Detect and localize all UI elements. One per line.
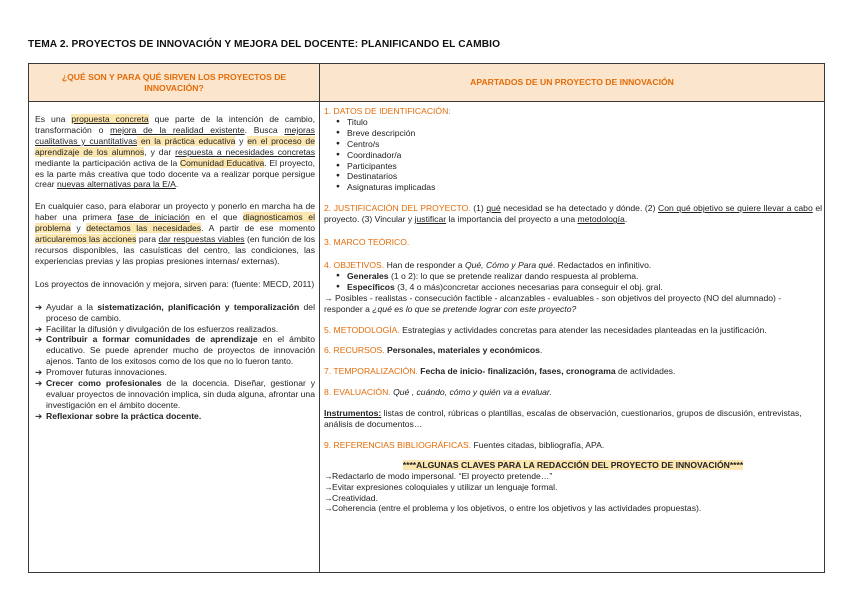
text-run: . A partir de ese momento — [201, 223, 315, 234]
text-run: dar respuestas viables — [158, 234, 245, 245]
text-run: respuesta a necesidades concretas — [175, 146, 315, 157]
text-run: Estrategias y actividades concretas para atender las necesidades planteadas en la justificación. — [399, 324, 767, 335]
text-run: Fuentes citadas, bibliografía, APA. — [471, 439, 605, 450]
text-run: mejoras cualitativas y cuantitativas — [35, 124, 315, 146]
arrow-icon: ➔ — [35, 410, 43, 421]
objective-item — [336, 271, 822, 282]
section-objectives — [324, 260, 822, 271]
arrow-icon: → — [324, 470, 333, 481]
section-evaluation — [324, 387, 822, 398]
arrow-icon: ➔ — [35, 301, 43, 312]
text-run: Fecha de inicio- finalización, fases, cronograma — [417, 366, 616, 377]
purpose-text — [46, 302, 315, 323]
text-run: de la docencia. Diseñar, gestionar y evaluar proyectos de innovación implica, sin duda alguna, afrontar una investigación en el ámbito docente. — [46, 378, 315, 410]
text-run: Es una — [35, 114, 72, 124]
text-run: . Redactados en infinitivo. — [552, 259, 652, 270]
purpose-item — [35, 302, 315, 324]
text-run: justificar — [414, 214, 447, 225]
purpose-text — [46, 378, 315, 410]
writing-key-text: Evitar expresiones coloquiales y utilizar un lenguaje formal. — [332, 481, 558, 492]
text-run: (1) — [470, 203, 487, 214]
left-column — [35, 114, 315, 422]
text-run: necesidad se ha detectado y dónde. (2) — [500, 203, 659, 214]
section-methodology — [324, 325, 822, 336]
text-run: en la práctica educativa — [137, 135, 236, 146]
text-run: detectamos las necesidades — [86, 223, 202, 234]
right-column — [324, 106, 822, 514]
purpose-intro: Los proyectos de innovación y mejora, sirven para: (fuente: MECD, 2011) — [35, 278, 315, 289]
evaluation-instruments — [324, 408, 822, 430]
text-run: . — [539, 345, 543, 356]
document-title: TEMA 2. PROYECTOS DE INNOVACIÓN Y MEJORA DEL DOCENTE: PLANIFICANDO EL CAMBIO — [28, 39, 501, 50]
text-run: Personales, materiales y económicos — [384, 345, 540, 356]
arrow-icon: ➔ — [35, 334, 43, 345]
text-run: del proceso de cambio. — [46, 301, 315, 323]
identification-item: ● Participantes — [336, 161, 822, 172]
intro-paragraph — [35, 114, 315, 190]
purpose-text — [46, 334, 315, 366]
text-run: 2. JUSTIFICACIÓN DEL PROYECTO. — [324, 203, 471, 214]
text-run: Qué , cuándo, cómo y quién va a evaluar. — [390, 387, 552, 398]
process-paragraph — [35, 201, 315, 266]
text-run: 6. RECURSOS. — [324, 345, 385, 356]
arrow-icon: ➔ — [35, 378, 43, 389]
text-run: Generales — [347, 270, 389, 281]
objective-item — [336, 282, 822, 293]
text-run: Han de responder a — [384, 259, 465, 270]
text-run: sistematización, planificación y temporalización — [97, 301, 300, 312]
section-schedule — [324, 366, 822, 377]
text-run: que parte de la intención de cambio, transformación o — [35, 114, 316, 135]
text-run: 4. OBJETIVOS. — [324, 259, 385, 270]
section-justification — [324, 203, 822, 225]
identification-item: ● Asignaturas implicadas — [336, 182, 822, 193]
text-run: mejora de la realidad existente — [110, 124, 245, 135]
purpose-list — [35, 302, 315, 422]
identification-item: ● Titulo — [336, 117, 822, 128]
text-run: , y dar — [144, 146, 176, 157]
text-run: . Busca — [244, 124, 285, 135]
text-run: En cualquier caso, para elaborar un proyecto y ponerlo en marcha ha de haber una primera — [35, 201, 315, 223]
purpose-item — [35, 367, 315, 378]
content-table — [28, 63, 825, 573]
text-run: Qué, Cómo y Para qué — [464, 259, 553, 270]
text-run: 8. EVALUACIÓN. — [324, 387, 391, 398]
text-run: . — [624, 214, 628, 225]
text-run: (en función de los recursos disponibles, las casuísticas del centro, las condiciones, las experiencias previas y las propias presiones internas/ externas). — [35, 234, 316, 266]
text-run: . — [175, 179, 179, 190]
text-run: (1 o 2): lo que se pretende realizar dando respuesta al problema. — [388, 270, 639, 281]
writing-key-item — [324, 482, 822, 493]
writing-key-text: Coherencia (entre el problema y los objetivos, o entre los objetivos y las actividades propuestas). — [332, 503, 702, 514]
identification-item: ● Breve descripción — [336, 128, 822, 139]
purpose-item — [35, 411, 315, 422]
text-run: mediante la participación activa de la — [35, 157, 180, 168]
text-run: nuevas alternativas para la E/A — [56, 179, 176, 190]
purpose-text — [46, 411, 201, 421]
identification-list — [324, 117, 822, 193]
objectives-note — [324, 293, 822, 315]
text-run: en el que — [189, 212, 243, 223]
text-run: Reflexionar sobre la práctica docente. — [46, 410, 202, 421]
text-run: Facilitar la difusión y divulgación de los esfuerzos realizados. — [46, 323, 279, 334]
arrow-icon: → — [324, 481, 333, 492]
text-run: Crecer como profesionales — [46, 378, 162, 389]
text-run: Con qué objetivo se quiere llevar a cabo — [658, 203, 813, 214]
writing-key-text: Creatividad. — [332, 492, 378, 503]
right-column-header: APARTADOS DE UN PROYECTO DE INNOVACIÓN — [320, 64, 824, 101]
text-run: ¿qué es lo que se pretende lograr con este proyecto? — [372, 303, 577, 314]
text-run: listas de control, rúbricas o plantillas, escalas de observación, cuestionarios, grupos de discusión, entrevistas, análisis de documentos… — [324, 408, 802, 430]
section-theoretical-framework: 3. MARCO TEÓRICO. — [324, 237, 410, 248]
objectives-list — [324, 271, 822, 293]
text-run: 7. TEMPORALIZACIÓN. — [324, 366, 418, 377]
identification-item: ● Centro/s — [336, 139, 822, 150]
arrow-icon: → — [324, 492, 333, 503]
left-column-header: ¿QUÉ SON Y PARA QUÉ SIRVEN LOS PROYECTOS DE INNOVACIÓN? — [29, 64, 319, 101]
arrow-icon: → — [324, 503, 333, 514]
text-run: fase de iniciación — [117, 212, 190, 223]
text-run: y — [235, 135, 248, 146]
text-run: Instrumentos: — [324, 408, 382, 419]
arrow-icon: ➔ — [35, 323, 43, 334]
text-run: articularemos las acciones — [35, 234, 137, 245]
writing-keys-title-text: ****ALGUNAS CLAVES PARA LA REDACCIÓN DEL PROYECTO DE INNOVACIÓN**** — [402, 459, 744, 470]
purpose-text — [46, 324, 278, 334]
text-run: Comunidad Educativa — [179, 157, 265, 168]
section-resources — [324, 345, 822, 356]
text-run: metodología — [577, 214, 625, 225]
text-run: para — [136, 234, 159, 245]
writing-keys-title — [324, 460, 822, 471]
text-run: en el ámbito educativo. Se puede aprender mucho de proyectos de innovación ajenos. Tanto de los exitosos como de los que no lo fueron tanto. — [46, 334, 315, 367]
text-run: Específicos — [347, 281, 395, 292]
text-run: en el proceso de aprendizaje de los alumnos — [35, 135, 315, 157]
header-divider — [29, 101, 824, 102]
purpose-item — [35, 324, 315, 335]
text-run: el proyecto. (3) Vincular y — [324, 203, 823, 225]
arrow-icon: ➔ — [35, 367, 43, 378]
writing-key-item — [324, 503, 822, 514]
text-run: de actividades. — [615, 366, 676, 377]
identification-item: ● Coordinador/a — [336, 150, 822, 161]
purpose-item — [35, 378, 315, 411]
text-run: Contribuir a formar comunidades de aprendizaje — [46, 334, 258, 345]
text-run: 9. REFERENCIAS BIBLIOGRÁFICAS. — [324, 439, 472, 450]
text-run: diagnosticamos el problema — [35, 212, 315, 234]
writing-key-text: Redactarlo de modo impersonal. “El proyecto pretende…” — [332, 470, 553, 481]
text-run: qué — [486, 203, 501, 214]
writing-keys-list — [324, 471, 822, 515]
text-run: Ayudar a la — [46, 301, 98, 312]
section-references — [324, 440, 822, 451]
purpose-item — [35, 334, 315, 367]
text-run: y — [70, 223, 87, 234]
text-run: → Posibles - realistas - consecución factible - alcanzables - evaluables - son objetivos del proyecto (NO del alumnado) - responder a — [324, 292, 782, 314]
column-divider — [319, 64, 320, 572]
text-run: (3, 4 o más)concretar acciones necesarias para conseguir el obj. gral. — [394, 281, 663, 292]
writing-key-item — [324, 493, 822, 504]
writing-key-item — [324, 471, 822, 482]
text-run: Promover futuras innovaciones. — [46, 367, 167, 378]
identification-item: ● Destinatarios — [336, 171, 822, 182]
text-run: . El proyecto, es la parte más creativa que todo docente va a realizar porque persigue crear — [35, 157, 315, 190]
text-run: 5. METODOLOGÍA. — [324, 324, 400, 335]
text-run: propuesta concreta — [71, 114, 149, 124]
section-identification-title: 1. DATOS DE IDENTIFICACIÓN: — [324, 106, 451, 116]
text-run: la importancia del proyecto a una — [446, 214, 578, 225]
purpose-text — [46, 367, 167, 377]
